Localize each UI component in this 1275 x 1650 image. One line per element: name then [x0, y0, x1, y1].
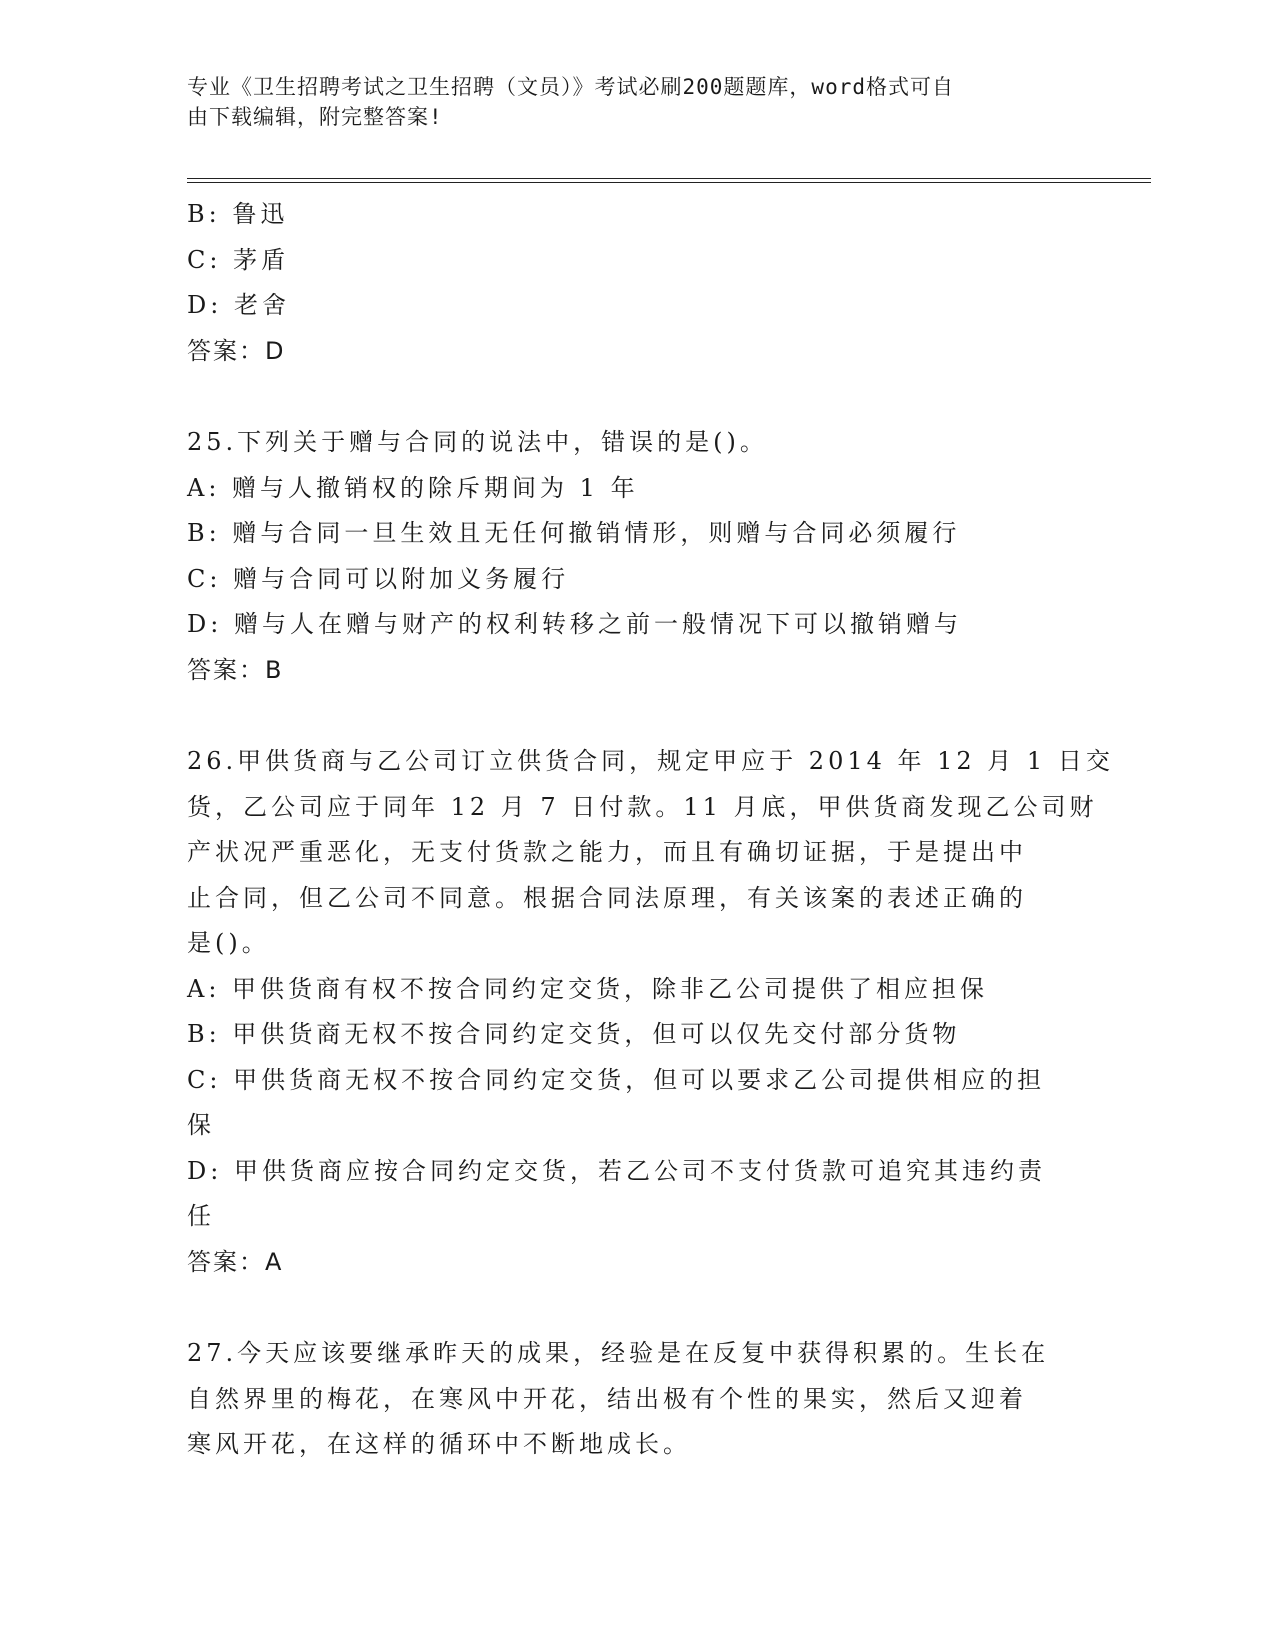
question-stem-line: 26.甲供货商与乙公司订立供货合同，规定甲应于 2014 年 12 月 1 日交 [187, 747, 1114, 775]
question-stem-line: 自然界里的梅花，在寒风中开花，结出极有个性的果实，然后又迎着 [187, 1384, 1027, 1413]
document-body [187, 192, 1114, 1468]
question-stem-line: 货，乙公司应于同年 12 月 7 日付款。11 月底，甲供货商发现乙公司财 [187, 792, 1098, 821]
question-stem: 25.下列关于赠与合同的说法中，错误的是()。 [187, 428, 768, 456]
answer: 答案：D [187, 336, 286, 365]
document-header [187, 72, 1067, 132]
answer: 答案：B [187, 655, 284, 684]
option-a: A: 甲供货商有权不按合同约定交货，除非乙公司提供了相应担保 [187, 974, 989, 1003]
header-line-1: 专业《卫生招聘考试之卫生招聘（文员）》考试必刷200题题库，word格式可自 [187, 75, 954, 99]
option-d-line: 任 [187, 1202, 215, 1230]
answer: 答案：A [187, 1247, 284, 1276]
question-25 [187, 420, 1087, 693]
option-c: C: 茅盾 [187, 245, 290, 274]
question-stem-line: 止合同，但乙公司不同意。根据合同法原理，有关该案的表述正确的 [187, 883, 1027, 912]
option-d-line: D: 甲供货商应按合同约定交货，若乙公司不支付货款可追究其违约责 [187, 1156, 1046, 1185]
header-line-2: 由下载编辑，附完整答案! [187, 105, 443, 129]
header-rule-top [187, 178, 1151, 179]
option-d: D: 老舍 [187, 291, 290, 319]
question-24-continued [187, 192, 1087, 374]
question-stem-line: 产状况严重恶化，无支付货款之能力，而且有确切证据，于是提出中 [187, 838, 1027, 866]
question-stem-line: 是()。 [187, 929, 270, 957]
option-b: B: 赠与合同一旦生效且无任何撤销情形，则赠与合同必须履行 [187, 519, 961, 547]
option-c-line: C: 甲供货商无权不按合同约定交货，但可以要求乙公司提供相应的担 [187, 1065, 1046, 1094]
option-b: B: 甲供货商无权不按合同约定交货，但可以仅先交付部分货物 [187, 1020, 961, 1048]
question-stem-line: 27.今天应该要继承昨天的成果，经验是在反复中获得积累的。生长在 [187, 1339, 1050, 1367]
header-rule-bottom [187, 182, 1151, 183]
option-b: B: 鲁迅 [187, 200, 289, 228]
spacer [187, 693, 1087, 739]
question-27 [187, 1331, 1087, 1468]
option-a: A: 赠与人撤销权的除斥期间为 1 年 [187, 473, 639, 502]
question-26 [187, 739, 1114, 1285]
question-stem-line: 寒风开花，在这样的循环中不断地成长。 [187, 1430, 691, 1458]
spacer [187, 1285, 1087, 1331]
spacer [187, 374, 1087, 420]
option-d: D: 赠与人在赠与财产的权利转移之前一般情况下可以撤销赠与 [187, 610, 962, 638]
option-c: C: 赠与合同可以附加义务履行 [187, 564, 570, 593]
option-c-line: 保 [187, 1111, 215, 1139]
